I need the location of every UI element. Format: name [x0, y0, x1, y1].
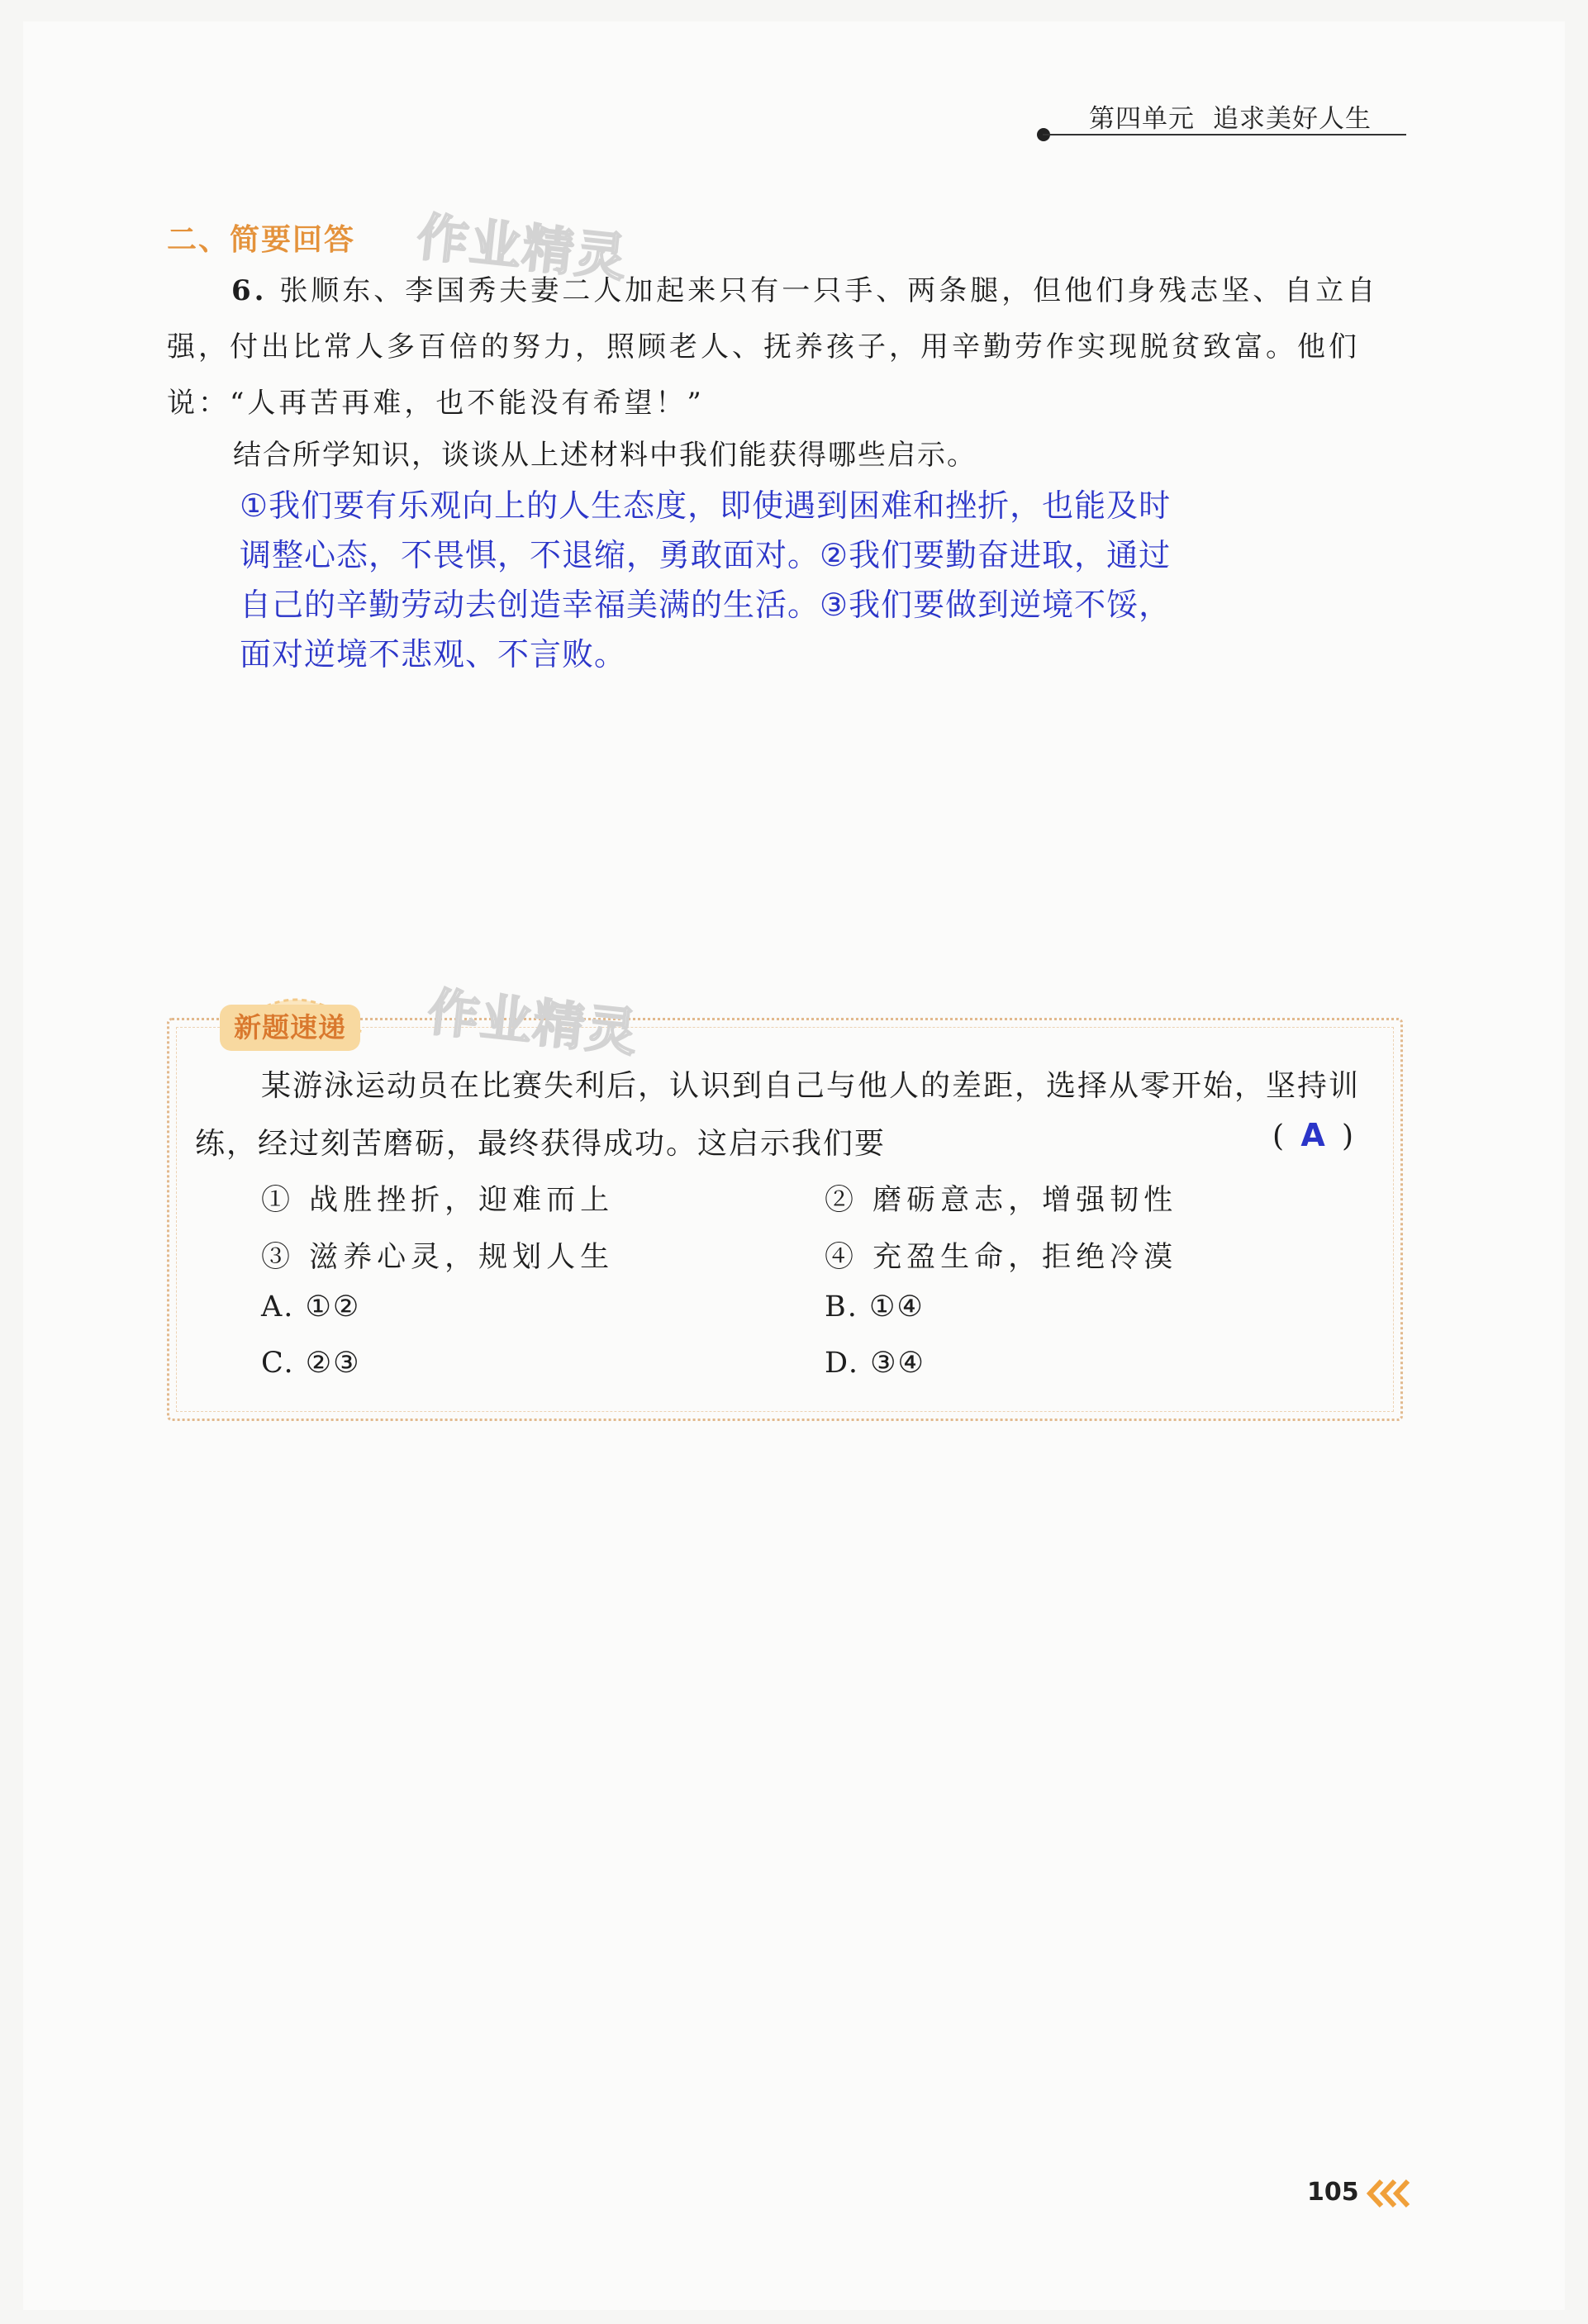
statement-1: ① 战胜挫折，迎难而上 [261, 1184, 615, 1217]
watermark: 作业精灵 [414, 206, 631, 289]
question-number: 6. [231, 274, 268, 307]
handwritten-answer: ①我们要有乐观向上的人生态度，即使遇到困难和挫折，也能及时调整心态，不畏惧，不退缩，勇敢面对。②我们要勤奋进取，通过自己的辛勤劳动去创造幸福美满的生活。③我们要做到逆境不馁，面对逆境不悲观、不言败。 [240, 487, 1172, 672]
statement-2: ② 磨砺意志，增强韧性 [825, 1184, 1178, 1217]
header-unit: 第四单元 [1089, 104, 1195, 134]
choice-a: A. ①② [261, 1290, 361, 1324]
header-topic: 追求美好人生 [1213, 104, 1372, 134]
bracket-open: ( [1272, 1119, 1285, 1153]
question-stem: 某游泳运动员在比赛失利后，认识到自己与他人的差距，选择从零开始，坚持训练，经过刻苦磨砺，最终获得成功。这启示我们要 [195, 1069, 1361, 1161]
selected-answer: A [1300, 1117, 1325, 1153]
statement-4: ④ 充盈生命，拒绝冷漠 [825, 1241, 1178, 1274]
choice-d: D. ③④ [825, 1347, 925, 1380]
statement-3: ③ 滋养心灵，规划人生 [261, 1241, 615, 1274]
new-question-badge: 新题速递 [220, 1005, 360, 1051]
question-prompt: 结合所学知识，谈谈从上述材料中我们能获得哪些启示。 [233, 439, 977, 472]
page-number: 105 [1307, 2178, 1359, 2207]
section-title: 二、简要回答 [167, 223, 356, 257]
watermark: 作业精灵 [425, 981, 642, 1064]
choice-b: B. ①④ [825, 1290, 925, 1324]
question-text: 张顺东、李国秀夫妻二人加起来只有一只手、两条腿，但他们身残志坚、自立自强，付出比常人多百倍的努力，照顾老人、抚养孩子，用辛勤劳作实现脱贫致富。他们说：“人再苦再难，也不能没有希望！” [167, 274, 1379, 420]
choice-c: C. ②③ [261, 1347, 361, 1380]
running-header [1089, 97, 1372, 135]
bracket-close: ) [1342, 1119, 1354, 1153]
page-arrows-icon [1365, 2178, 1414, 2209]
answer-bracket [1272, 1117, 1353, 1153]
question-6 [167, 263, 1406, 431]
